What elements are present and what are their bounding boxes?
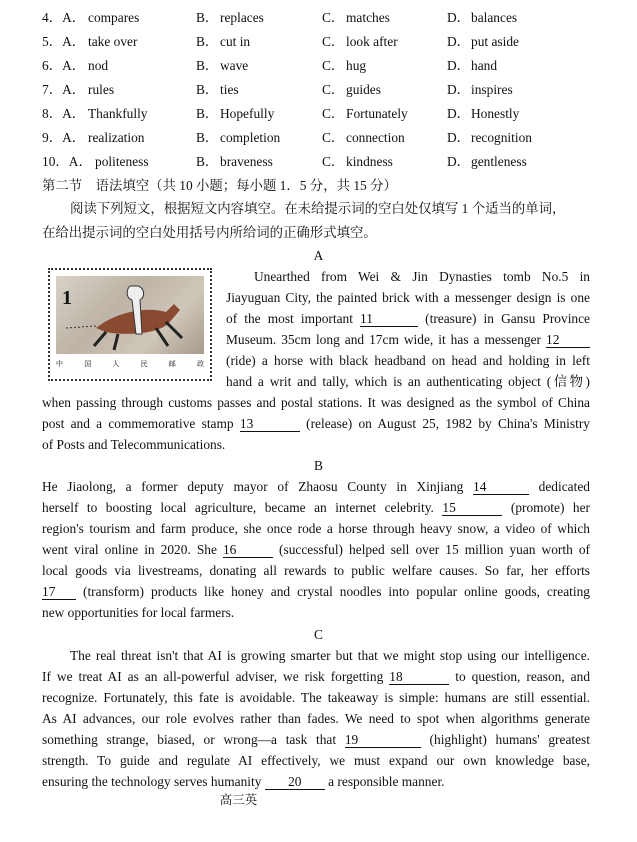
- text: Unearthed from Wei & Jin Dynasties tomb No.5 in: [254, 269, 590, 284]
- passage-line: [42, 603, 590, 623]
- passage-line: [42, 582, 590, 602]
- passage-label: C: [314, 627, 323, 642]
- text: went viral online in 2020. She: [42, 542, 223, 557]
- blank-13: 13: [240, 416, 300, 432]
- option-a: Thankfully: [88, 106, 148, 121]
- option-d: gentleness: [471, 154, 527, 169]
- text: strength. To guide and regulate AI effectively, we must expand our own knowledge base,: [42, 753, 590, 768]
- option-c-label: C．: [322, 154, 345, 169]
- stamp-image: [48, 268, 212, 381]
- stamp-char: 邮: [168, 360, 176, 368]
- passage-line: [42, 688, 590, 708]
- option-c-label: C．: [322, 10, 345, 25]
- text: (treasure) in Gansu Province: [425, 311, 590, 326]
- option-a: take over: [88, 34, 138, 49]
- question-number: 6．A．: [42, 58, 86, 73]
- passage-line: [226, 372, 590, 392]
- option-c-label: C．: [322, 34, 345, 49]
- blank-14: 14: [473, 479, 529, 495]
- text: something strange, biased, or wrong—a task that: [42, 732, 345, 747]
- option-b-label: B．: [196, 34, 219, 49]
- stamp-char: 国: [84, 360, 92, 368]
- text: (successful) helped sell over 15 million yuan worth of: [279, 542, 590, 557]
- text: of Posts and Telecommunications.: [42, 437, 226, 452]
- option-d: inspires: [471, 82, 513, 97]
- text: (ride) a horse with black headband on head and holding in left: [226, 353, 590, 368]
- text: As AI advances, our role evolves rather than fades. We need to spot when algorithms generate: [42, 711, 590, 726]
- passage-line: [42, 393, 590, 413]
- passage-line: [226, 351, 590, 371]
- passage-line: [226, 267, 590, 287]
- option-d-label: D．: [447, 130, 471, 145]
- question-number: 5．A．: [42, 34, 86, 49]
- text: (highlight) humans' greatest: [429, 732, 590, 747]
- text: to question, reason, and: [455, 669, 591, 684]
- blank-11: 11: [360, 311, 418, 327]
- passage-line: [42, 561, 590, 581]
- option-b: cut in: [220, 34, 251, 49]
- option-d-label: D．: [447, 34, 471, 49]
- passage-line: [226, 330, 590, 350]
- option-c-label: C．: [322, 58, 345, 73]
- text: when passing through customs passes and postal stations. It was designed as the symbol of China: [42, 395, 590, 410]
- text: herself to boosting local agriculture, became an internet celebrity.: [42, 500, 443, 515]
- text: ensuring the technology serves humanity: [42, 774, 265, 789]
- stamp-value: 1: [62, 287, 72, 309]
- question-number: 4．A．: [42, 10, 86, 25]
- passage-line: [42, 667, 590, 687]
- section-title: 第二节 语法填空（共 10 小题；每小题 1．5 分，共 15 分）: [42, 178, 397, 193]
- stamp-char: 民: [140, 360, 148, 368]
- option-d-label: D．: [447, 82, 471, 97]
- text: If we treat AI as an all-powerful adviser, we risk forgetting: [42, 669, 390, 684]
- passage-line: [42, 435, 590, 455]
- text: (promote) her: [510, 500, 590, 515]
- option-b: ties: [220, 82, 239, 97]
- text: region's tourism and farm produce, she once rode a horse through heavy snow, a video of which: [42, 521, 590, 536]
- option-c-label: C．: [322, 106, 345, 121]
- blank-16: 16: [223, 542, 273, 558]
- instruction-line: 在给出提示词的空白处用括号内所给词的正确形式填空。: [42, 225, 377, 240]
- text: local goods via livestreams, donating all rewards to public welfare causes. So far, her efforts: [42, 563, 590, 578]
- option-d: put aside: [471, 34, 519, 49]
- option-b-label: B．: [196, 10, 219, 25]
- blank-12: 12: [546, 332, 590, 348]
- question-number: 8．A．: [42, 106, 86, 121]
- page-footer: 高三英: [219, 793, 258, 807]
- passage-line: [226, 288, 590, 308]
- option-c: connection: [346, 130, 405, 145]
- text: hand a writ and tally, which is an authenticating object (信物): [226, 374, 590, 389]
- stamp-char: 政: [196, 360, 204, 368]
- passage-line: [42, 751, 590, 771]
- text: dedicated: [538, 479, 590, 494]
- option-d-label: D．: [447, 154, 471, 169]
- option-b-label: B．: [196, 58, 219, 73]
- text: recognize. Fortunately, this fate is avoidable. The takeaway is simple: humans are still essential.: [42, 690, 590, 705]
- text: He Jiaolong, a former deputy mayor of Zhaosu County in Xinjiang: [42, 479, 473, 494]
- option-d-label: D．: [447, 106, 471, 121]
- option-b-label: B．: [196, 82, 219, 97]
- text: Museum. 35cm long and 17cm wide, it has a messenger: [226, 332, 546, 347]
- question-number: 10．A．: [42, 154, 92, 169]
- option-b: completion: [220, 130, 281, 145]
- passage-line: [42, 772, 590, 792]
- option-c-label: C．: [322, 82, 345, 97]
- passage-line: [42, 646, 590, 666]
- option-a: nod: [88, 58, 109, 73]
- question-number: 7．A．: [42, 82, 86, 97]
- text: of the most important: [226, 311, 361, 326]
- option-b: replaces: [220, 10, 264, 25]
- blank-18: 18: [389, 669, 449, 685]
- option-b: braveness: [220, 154, 273, 169]
- stamp-country-text: [56, 359, 204, 369]
- option-c: matches: [346, 10, 390, 25]
- option-c: kindness: [346, 154, 393, 169]
- footer-obscured: [270, 790, 430, 842]
- text: (release) on August 25, 1982 by China's Ministry: [306, 416, 590, 431]
- option-d: recognition: [471, 130, 532, 145]
- stamp-char: 中: [56, 360, 63, 368]
- option-c: guides: [346, 82, 381, 97]
- option-c-label: C．: [322, 130, 345, 145]
- passage-line: [226, 309, 590, 329]
- passage-line: [42, 730, 590, 750]
- option-a: realization: [88, 130, 145, 145]
- blank-20: 20: [265, 774, 325, 790]
- option-d: Honestly: [471, 106, 520, 121]
- option-b: wave: [220, 58, 249, 73]
- option-b: Hopefully: [220, 106, 275, 121]
- stamp-artwork: [56, 276, 204, 354]
- option-b-label: B．: [196, 130, 219, 145]
- passage-line: [42, 709, 590, 729]
- passage-label: B: [314, 458, 323, 473]
- passage-label: A: [313, 248, 324, 263]
- option-d-label: D．: [447, 58, 471, 73]
- passage-line: [42, 498, 590, 518]
- text: The real threat isn't that AI is growing smarter but that we might stop using our intelligence.: [70, 648, 590, 663]
- text: Jiayuguan City, the painted brick with a messenger design is one: [226, 290, 590, 305]
- text: a responsible manner.: [328, 774, 445, 789]
- instruction-line: 阅读下列短文，根据短文内容填空。在未给提示词的空白处仅填写 1 个适当的单词，: [70, 201, 566, 216]
- blank-19: 19: [345, 732, 421, 748]
- blank-17: 17: [42, 584, 76, 600]
- text: post and a commemorative stamp: [42, 416, 240, 431]
- stamp-char: 人: [112, 360, 120, 368]
- option-b-label: B．: [196, 106, 219, 121]
- option-d-label: D．: [447, 10, 471, 25]
- option-a: politeness: [95, 154, 149, 169]
- option-a: compares: [88, 10, 140, 25]
- option-c: look after: [346, 34, 398, 49]
- option-c: Fortunately: [346, 106, 408, 121]
- option-d: balances: [471, 10, 518, 25]
- text: new opportunities for local farmers.: [42, 605, 235, 620]
- passage-line: [42, 477, 590, 497]
- passage-line: [42, 519, 590, 539]
- option-b-label: B．: [196, 154, 219, 169]
- option-a: rules: [88, 82, 115, 97]
- blank-15: 15: [442, 500, 502, 516]
- passage-line: [42, 414, 590, 434]
- passage-line: [42, 540, 590, 560]
- option-c: hug: [346, 58, 367, 73]
- option-d: hand: [471, 58, 498, 73]
- question-number: 9．A．: [42, 130, 86, 145]
- text: (transform) products like honey and crystal noodles into popular online goods, creating: [82, 584, 590, 599]
